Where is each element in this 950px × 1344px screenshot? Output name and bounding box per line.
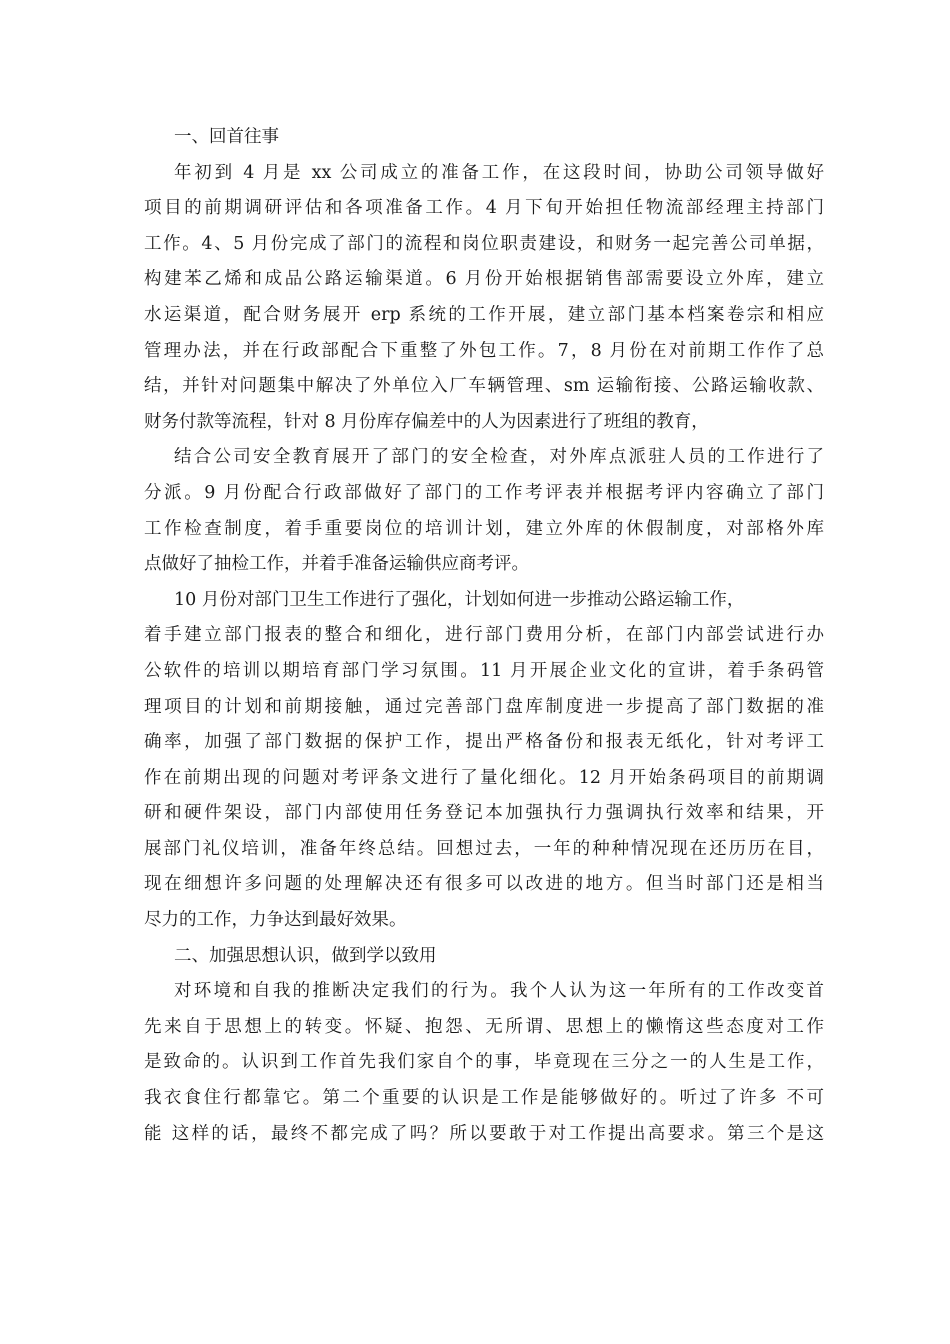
paragraph-line: 水运渠道，配合财务展开 erp 系统的工作开展，建立部门基本档案卷宗和相应 [144,304,824,325]
paragraph-line: 展部门礼仪培训，准备年终总结。回想过去，一年的种种情况现在还历历在目， [144,838,824,859]
paragraph-line: 作在前期出现的问题对考评条文进行了量化细化。12 月开始条码项目的前期调 [144,767,824,788]
paragraph-line: 确率，加强了部门数据的保护工作，提出严格备份和报表无纸化，针对考评工 [144,732,824,753]
section-heading: 一、回首往事 [174,127,279,147]
paragraph-line: 工作。4、5 月份完成了部门的流程和岗位职责建设，和财务一起完善公司单据， [144,233,824,254]
paragraph-line: 10 月份对部门卫生工作进行了强化，计划如何进一步推动公路运输工作， [174,589,745,610]
document-body [144,120,824,1152]
paragraph-line: 对环境和自我的推断决定我们的行为。我个人认为这一年所有的工作改变首 [174,981,824,1002]
paragraph-line: 公软件的培训以期培育部门学习氛围。11 月开展企业文化的宣讲，着手条码管 [144,660,824,681]
paragraph-line: 结，并针对问题集中解决了外单位入厂车辆管理、sm 运输衔接、公路运输收款、 [144,376,824,397]
paragraph-line: 点做好了抽检工作，并着手准备运输供应商考评。 [144,554,529,575]
paragraph-line: 理项目的计划和前期接触，通过完善部门盘库制度进一步提高了部门数据的准 [144,696,824,717]
paragraph-line: 现在细想许多问题的处理解决还有很多可以改进的地方。但当时部门还是相当 [144,874,824,895]
paragraph-line: 研和硬件架设，部门内部使用任务登记本加强执行力强调执行效率和结果，开 [144,803,824,824]
paragraph-line: 构建苯乙烯和成品公路运输渠道。6 月份开始根据销售部需要设立外库，建立 [144,269,824,290]
paragraph-line: 结合公司安全教育展开了部门的安全检查，对外库点派驻人员的工作进行了 [174,447,824,468]
paragraph-line: 能 这样的话，最终不都完成了吗？所以要敢于对工作提出高要求。第三个是这 [144,1123,824,1144]
paragraph-line: 年初到 4 月是 xx 公司成立的准备工作，在这段时间，协助公司领导做好 [174,162,824,183]
paragraph-line: 分派。9 月份配合行政部做好了部门的工作考评表并根据考评内容确立了部门 [144,482,824,503]
paragraph-line: 工作检查制度，着手重要岗位的培训计划，建立外库的休假制度，对部格外库 [144,518,824,539]
section-heading: 二、加强思想认识，做到学以致用 [174,945,437,966]
paragraph-line: 先来自于思想上的转变。怀疑、抱怨、无所谓、思想上的懒惰这些态度对工作 [144,1016,824,1037]
paragraph-line: 我衣食住行都靠它。第二个重要的认识是工作是能够做好的。听过了许多 不可 [144,1088,824,1109]
paragraph-line: 是致命的。认识到工作首先我们家自个的事，毕竟现在三分之一的人生是工作， [144,1052,824,1073]
paragraph-line: 财务付款等流程，针对 8 月份库存偏差中的人为因素进行了班组的教育， [144,411,709,432]
paragraph-line: 项目的前期调研评估和各项准备工作。4 月下旬开始担任物流部经理主持部门 [144,198,824,219]
paragraph-line: 管理办法，并在行政部配合下重整了外包工作。7，8 月份在对前期工作作了总 [144,340,824,361]
paragraph-line: 着手建立部门报表的整合和细化，进行部门费用分析，在部门内部尝试进行办 [144,625,824,646]
paragraph-line: 尽力的工作，力争达到最好效果。 [144,910,407,931]
